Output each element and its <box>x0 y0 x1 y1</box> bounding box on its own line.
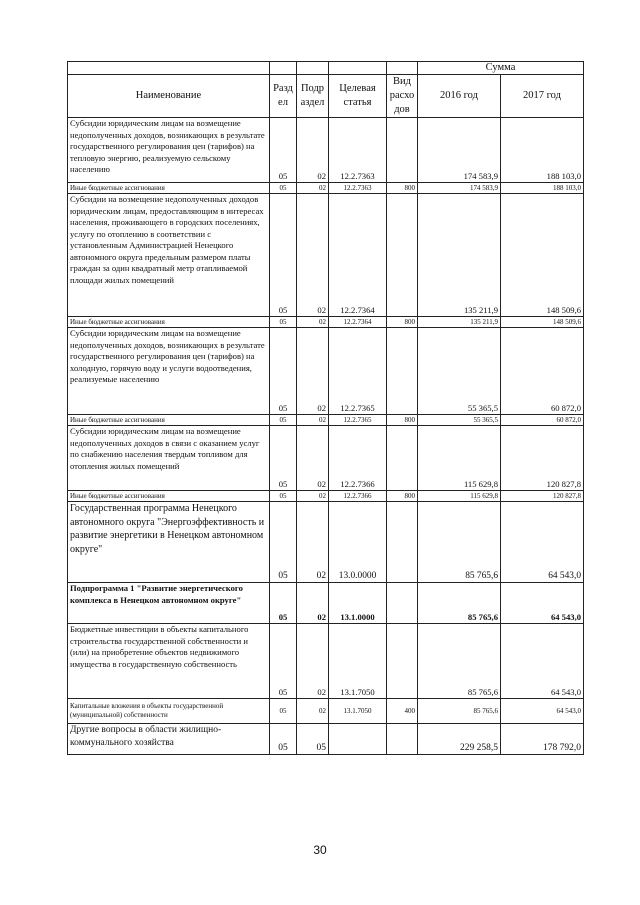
cell-target: 12.2.7366 <box>329 491 387 502</box>
cell-2016: 135 211,9 <box>418 317 501 328</box>
cell-razdel: 05 <box>270 328 297 415</box>
cell-2016: 85 765,6 <box>418 699 501 724</box>
cell-2016: 85 765,6 <box>418 583 501 624</box>
cell-razdel: 05 <box>270 502 297 583</box>
header-target: Целевая статья <box>329 75 387 118</box>
cell-podrazdel: 02 <box>297 183 329 194</box>
cell-2017: 64 543,0 <box>501 583 584 624</box>
cell-target: 12.2.7365 <box>329 328 387 415</box>
cell-2016: 135 211,9 <box>418 194 501 317</box>
cell-podrazdel: 02 <box>297 118 329 183</box>
table-row <box>68 502 584 583</box>
table-row <box>68 699 584 724</box>
cell-target: 13.1.7050 <box>329 624 387 699</box>
table-row <box>68 183 584 194</box>
cell-podrazdel: 02 <box>297 583 329 624</box>
cell-2017: 188 103,0 <box>501 183 584 194</box>
cell-razdel: 05 <box>270 415 297 426</box>
cell-name: Капитальные вложения в объекты государственной (муниципальной) собственности <box>68 699 270 724</box>
cell-razdel: 05 <box>270 624 297 699</box>
cell-name: Субсидии юридическим лицам на возмещение недополученных доходов, возникающих в результате государственного регулирования цен (тарифов) на тепловую энергию, реализуемую сельскому населению <box>68 118 270 183</box>
table-row <box>68 426 584 491</box>
cell-name: Субсидии на возмещение недополученных доходов юридическим лицам, предоставляющим в интересах населения, проживающего в городских поселениях, услугу по отоплению в соответствии с установленным Администрацией Ненецкого автономного округа предельным размером платы граждан за один квадратный метр отапливаемой площади жилых помещений <box>68 194 270 317</box>
cell-podrazdel: 02 <box>297 415 329 426</box>
cell-2017: 64 543,0 <box>501 502 584 583</box>
cell-vid <box>387 624 418 699</box>
cell-target: 13.1.0000 <box>329 583 387 624</box>
cell-2016: 55 365,5 <box>418 328 501 415</box>
cell-vid <box>387 328 418 415</box>
cell-name: Субсидии юридическим лицам на возмещение недополученных доходов в связи с оказанием услуг по снабжению населения твердым топливом для отопления жилых помещений <box>68 426 270 491</box>
cell-2017: 188 103,0 <box>501 118 584 183</box>
cell-2017: 178 792,0 <box>501 724 584 755</box>
cell-2016: 115 629,8 <box>418 491 501 502</box>
cell-2017: 148 509,6 <box>501 317 584 328</box>
cell-razdel: 05 <box>270 583 297 624</box>
cell-name: Иные бюджетные ассигнования <box>68 415 270 426</box>
cell-vid: 800 <box>387 183 418 194</box>
table-row <box>68 624 584 699</box>
cell-target: 13.0.0000 <box>329 502 387 583</box>
cell-2016: 229 258,5 <box>418 724 501 755</box>
cell-target: 12.2.7364 <box>329 317 387 328</box>
table-row <box>68 491 584 502</box>
cell-name: Другие вопросы в области жилищно-коммунального хозяйства <box>68 724 270 755</box>
cell-razdel: 05 <box>270 118 297 183</box>
cell-vid: 800 <box>387 317 418 328</box>
cell-podrazdel: 02 <box>297 426 329 491</box>
table-row <box>68 415 584 426</box>
cell-razdel: 05 <box>270 724 297 755</box>
cell-2017: 120 827,8 <box>501 426 584 491</box>
header-razdel: Разд ел <box>270 75 297 118</box>
cell-2016: 174 583,9 <box>418 183 501 194</box>
cell-2017: 64 543,0 <box>501 624 584 699</box>
cell-podrazdel: 02 <box>297 502 329 583</box>
cell-target: 12.2.7363 <box>329 183 387 194</box>
cell-podrazdel: 02 <box>297 194 329 317</box>
cell-2017: 120 827,8 <box>501 491 584 502</box>
cell-target: 12.2.7363 <box>329 118 387 183</box>
cell-2016: 85 765,6 <box>418 624 501 699</box>
header-2016: 2016 год <box>418 75 501 118</box>
cell-razdel: 05 <box>270 317 297 328</box>
cell-2017: 148 509,6 <box>501 194 584 317</box>
cell-name: Иные бюджетные ассигнования <box>68 491 270 502</box>
cell-target: 13.1.7050 <box>329 699 387 724</box>
header-2017: 2017 год <box>501 75 584 118</box>
cell-name: Субсидии юридическим лицам на возмещение недополученных доходов, возникающих в результате государственного регулирования цен (тарифов) на холодную, горячую воду и услуги водоотведения, реализуемые населению <box>68 328 270 415</box>
table-row <box>68 583 584 624</box>
cell-2016: 85 765,6 <box>418 502 501 583</box>
cell-vid <box>387 502 418 583</box>
table-row <box>68 194 584 317</box>
cell-2017: 60 872,0 <box>501 415 584 426</box>
cell-target: 12.2.7365 <box>329 415 387 426</box>
cell-razdel: 05 <box>270 699 297 724</box>
table-row <box>68 328 584 415</box>
cell-podrazdel: 02 <box>297 491 329 502</box>
cell-name: Государственная программа Ненецкого автономного округа "Энергоэффективность и развитие энергетики в Ненецком автономном округе" <box>68 502 270 583</box>
cell-razdel: 05 <box>270 194 297 317</box>
cell-razdel: 05 <box>270 426 297 491</box>
page-number: 30 <box>313 843 327 857</box>
header-summa: Сумма <box>418 62 584 75</box>
header-name: Наименование <box>68 75 270 118</box>
cell-2017: 64 543,0 <box>501 699 584 724</box>
header-row <box>68 75 584 118</box>
cell-target <box>329 724 387 755</box>
cell-name: Подпрограмма 1 "Развитие энергетического комплекса в Ненецком автономном округе" <box>68 583 270 624</box>
cell-podrazdel: 02 <box>297 328 329 415</box>
cell-vid <box>387 583 418 624</box>
cell-vid <box>387 118 418 183</box>
table-row <box>68 724 584 755</box>
cell-2016: 55 365,5 <box>418 415 501 426</box>
cell-podrazdel: 02 <box>297 699 329 724</box>
table-row <box>68 317 584 328</box>
cell-2017: 60 872,0 <box>501 328 584 415</box>
cell-vid: 400 <box>387 699 418 724</box>
table-row <box>68 118 584 183</box>
cell-razdel: 05 <box>270 491 297 502</box>
cell-razdel: 05 <box>270 183 297 194</box>
cell-target: 12.2.7364 <box>329 194 387 317</box>
budget-table <box>67 61 584 755</box>
header-row-top <box>68 62 584 75</box>
cell-vid <box>387 724 418 755</box>
cell-2016: 115 629,8 <box>418 426 501 491</box>
cell-vid <box>387 426 418 491</box>
cell-vid <box>387 194 418 317</box>
cell-podrazdel: 05 <box>297 724 329 755</box>
header-vid: Вид расхо дов <box>387 75 418 118</box>
cell-podrazdel: 02 <box>297 624 329 699</box>
cell-2016: 174 583,9 <box>418 118 501 183</box>
cell-name: Иные бюджетные ассигнования <box>68 183 270 194</box>
cell-name: Бюджетные инвестиции в объекты капитального строительства государственной собственности и (или) на приобретение объектов недвижимого имущества в государственную собственность <box>68 624 270 699</box>
cell-target: 12.2.7366 <box>329 426 387 491</box>
cell-name: Иные бюджетные ассигнования <box>68 317 270 328</box>
cell-vid: 800 <box>387 491 418 502</box>
header-podrazdel: Подр аздел <box>297 75 329 118</box>
cell-vid: 800 <box>387 415 418 426</box>
cell-podrazdel: 02 <box>297 317 329 328</box>
